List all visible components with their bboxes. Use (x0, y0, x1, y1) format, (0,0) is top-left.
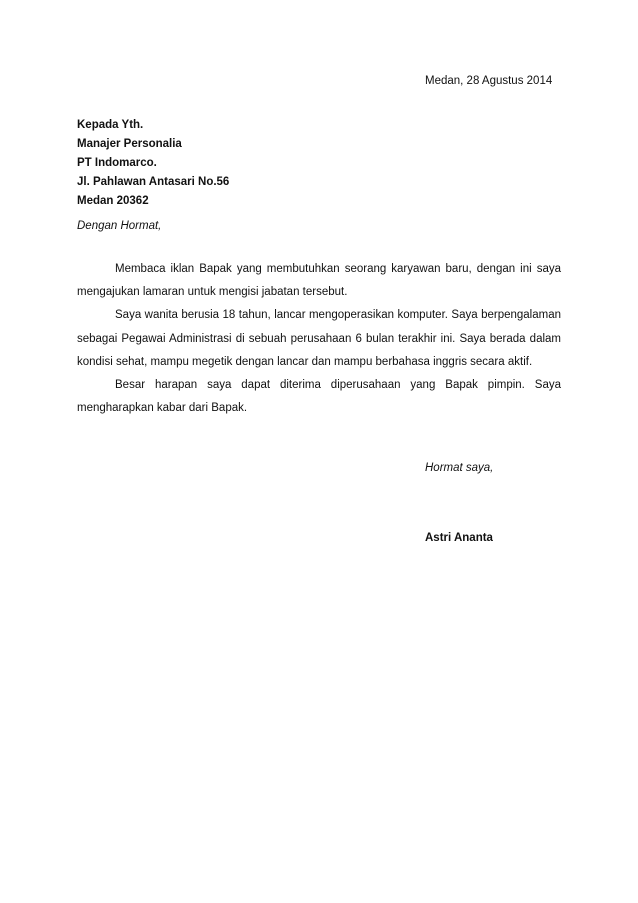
recipient-title: Manajer Personalia (77, 138, 182, 150)
body-paragraph: Membaca iklan Bapak yang membutuhkan seorang karyawan baru, dengan ini saya mengajukan lamaran untuk mengisi jabatan tersebut. (77, 263, 561, 299)
body-paragraph: Besar harapan saya dapat diterima diperusahaan yang Bapak pimpin. Saya mengharapkan kabar dari Bapak. (77, 379, 561, 415)
signature-name: Astri Ananta (425, 532, 493, 544)
recipient-address (77, 116, 229, 211)
letter-body (77, 258, 561, 420)
letter-date: Medan, 28 Agustus 2014 (425, 75, 553, 87)
closing: Hormat saya, (425, 462, 494, 474)
recipient-street: Jl. Pahlawan Antasari No.56 (77, 176, 230, 188)
recipient-city: Medan 20362 (77, 195, 149, 207)
body-paragraph: Saya wanita berusia 18 tahun, lancar mengoperasikan komputer. Saya berpengalaman sebagai Pegawai Administrasi di sebuah perusahaan 6 bulan terakhir ini. Saya berada dalam kondisi sehat, mampu megetik dengan lancar dan mampu berbahasa inggris secara aktif. (77, 309, 561, 368)
recipient-company: PT Indomarco. (77, 157, 157, 169)
greeting: Dengan Hormat, (77, 220, 162, 232)
recipient-line: Kepada Yth. (77, 119, 144, 131)
